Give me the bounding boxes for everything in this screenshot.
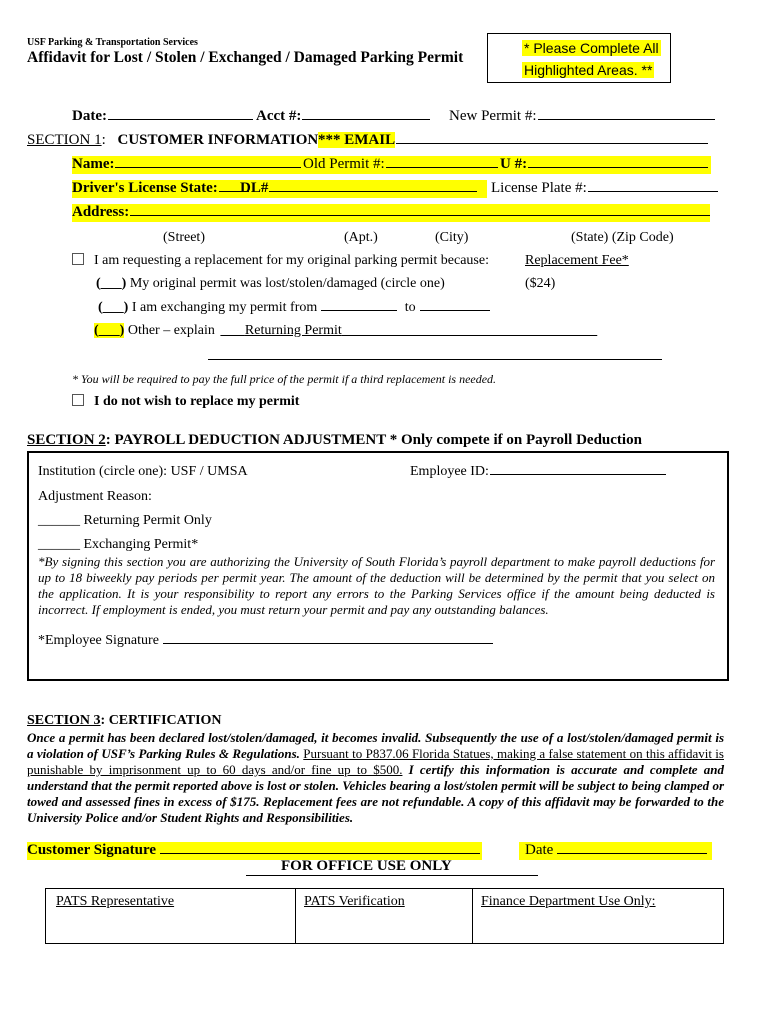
- org-name: USF Parking & Transportation Services: [27, 37, 198, 48]
- email-label: *** EMAIL: [318, 132, 396, 148]
- third-replacement-note: * You will be required to pay the full price of the permit if a third replacement is needed.: [72, 372, 497, 386]
- section1-heading: [27, 132, 318, 149]
- other-text: Other – explain: [127, 323, 215, 338]
- old-permit-field[interactable]: [303, 156, 498, 173]
- replacement-checkbox[interactable]: [72, 253, 84, 265]
- employee-signature-label: *Employee Signature: [38, 633, 159, 648]
- employee-id-field[interactable]: [410, 464, 666, 480]
- customer-signature-field[interactable]: [27, 842, 480, 859]
- city-caption: (City): [435, 230, 469, 245]
- pats-representative-cell[interactable]: [46, 889, 296, 944]
- customer-date-field[interactable]: [525, 842, 707, 859]
- institution-field[interactable]: Institution (circle one): USF / UMSA: [38, 464, 248, 479]
- street-caption: (Street): [163, 230, 205, 245]
- section3-title: : CERTIFICATION: [100, 713, 222, 728]
- name-field[interactable]: [72, 156, 301, 173]
- section1-label: SECTION 1: [27, 132, 102, 148]
- notice-line-1: * Please Complete All: [524, 40, 659, 56]
- section2-label: SECTION 2: [27, 432, 106, 448]
- office-use-table: [45, 888, 724, 944]
- section2-title: : PAYROLL DEDUCTION ADJUSTMENT * Only compete if on Payroll Deduction: [105, 432, 642, 448]
- pats-representative-label: PATS Representative: [56, 894, 175, 909]
- certification-part-2: Pursuant to P837.06 Florida Statues, making a false statement on this affidavit is punishable by imprisonment up to 60 days and/or fine up to $500.: [27, 746, 724, 777]
- exchange-blank[interactable]: (___): [98, 300, 129, 315]
- exchanging-permit-option[interactable]: [38, 537, 198, 553]
- acct-field[interactable]: [256, 108, 430, 125]
- form-title: Affidavit for Lost / Stolen / Exchanged / Damaged Parking Permit: [27, 49, 464, 66]
- employee-id-label: Employee ID:: [410, 464, 489, 479]
- replacement-request-option[interactable]: [72, 253, 489, 269]
- notice-line-2: Highlighted Areas. **: [524, 62, 653, 78]
- u-number-label: U #:: [500, 156, 528, 172]
- no-replace-checkbox[interactable]: [72, 394, 84, 406]
- exchange-text: I am exchanging my permit from: [131, 300, 318, 315]
- other-explanation[interactable]: [220, 323, 597, 338]
- new-permit-field[interactable]: [449, 108, 715, 125]
- no-replace-option[interactable]: [72, 394, 299, 410]
- payroll-authorization-text: *By signing this section you are authorizing the University of South Florida’s payroll department to make payroll deductions for up to 18 biweekly pay periods per permit year. The amount of the deduction will be determined by the permit that you select on the application. It is your responsibility to report any errors to the Parking Services office if the amount being deducted is incorrect. If employment is ended, you must return your permit and pay any outstanding balances.: [38, 554, 715, 617]
- certification-part-3: I certify this information is accurate and complete and understand that the permit reported above is lost or stolen. Vehicles bearing a lost/stolen permit will be subject to being clamped or towed and assessed fines in excess of $175. Replacement fees are not refundable. A copy of this affidavit may be forwarded to the University Police and/or Student Rights and Responsibilities.: [27, 762, 725, 825]
- address-label: Address:: [72, 204, 130, 220]
- customer-signature-label: Customer Signature: [27, 842, 157, 858]
- certification-text: [27, 730, 724, 826]
- adjustment-reason-label: Adjustment Reason:: [38, 489, 152, 504]
- section2-heading: [27, 432, 642, 449]
- returning-permit-option[interactable]: [38, 513, 212, 529]
- dl-state-label: Driver's License State:: [72, 180, 218, 196]
- old-permit-label: Old Permit #:: [303, 156, 385, 172]
- lost-text: My original permit was lost/stolen/damaged (circle one): [129, 276, 445, 291]
- dl-state-field[interactable]: [72, 180, 249, 197]
- section1-title: CUSTOMER INFORMATION: [117, 132, 319, 148]
- returning-text: Returning Permit Only: [83, 513, 212, 528]
- pats-verification-label: PATS Verification: [304, 894, 405, 909]
- email-field[interactable]: [318, 132, 708, 149]
- date-label: Date:: [72, 108, 107, 124]
- new-permit-label: New Permit #:: [449, 108, 537, 124]
- exchange-to: to: [404, 300, 416, 315]
- lost-option[interactable]: [96, 276, 445, 292]
- no-replace-text: I do not wish to replace my permit: [94, 394, 300, 409]
- employee-signature-field[interactable]: [38, 633, 493, 649]
- license-plate-field[interactable]: [491, 180, 718, 197]
- other-blank[interactable]: (___): [94, 323, 125, 338]
- u-number-field[interactable]: [500, 156, 708, 173]
- returning-blank[interactable]: ______: [38, 513, 80, 528]
- finance-department-label: Finance Department Use Only:: [481, 894, 656, 909]
- exchanging-text: Exchanging Permit*: [83, 537, 199, 552]
- lost-blank[interactable]: (___): [96, 276, 127, 291]
- license-plate-label: License Plate #:: [491, 180, 587, 196]
- acct-label: Acct #:: [256, 108, 302, 124]
- highlight-notice: [487, 33, 671, 83]
- apt-caption: (Apt.): [344, 230, 378, 245]
- section3-heading: [27, 713, 222, 729]
- pats-verification-cell[interactable]: [296, 889, 473, 944]
- exchanging-blank[interactable]: ______: [38, 537, 80, 552]
- replacement-fee-label: Replacement Fee*: [525, 253, 629, 268]
- office-title-underline: [246, 875, 538, 876]
- name-label: Name:: [72, 156, 115, 172]
- other-option[interactable]: [94, 323, 597, 339]
- section3-label: SECTION 3: [27, 713, 101, 728]
- office-use-title: FOR OFFICE USE ONLY: [281, 858, 452, 874]
- date-field[interactable]: [72, 108, 253, 125]
- dl-number-field[interactable]: [240, 180, 477, 197]
- replacement-request-text: I am requesting a replacement for my original parking permit because:: [94, 253, 489, 268]
- dl-number-label: DL#: [240, 180, 269, 196]
- state-zip-caption: (State) (Zip Code): [571, 230, 674, 245]
- fee-amount: ($24): [525, 276, 556, 291]
- customer-date-label: Date: [525, 842, 554, 858]
- other-explanation-value: Returning Permit: [244, 323, 342, 338]
- address-field[interactable]: [72, 204, 710, 221]
- section1-colon: :: [101, 132, 106, 148]
- other-explanation-line-2[interactable]: [208, 359, 662, 360]
- exchange-option[interactable]: [98, 300, 490, 316]
- certification-part-1: Once a permit has been declared lost/stolen/damaged, it becomes invalid. Subsequently the use of a lost/stolen/damaged permit is a violation of USF’s Parking Rules & Regulations.: [27, 730, 724, 761]
- finance-department-cell[interactable]: [473, 889, 724, 944]
